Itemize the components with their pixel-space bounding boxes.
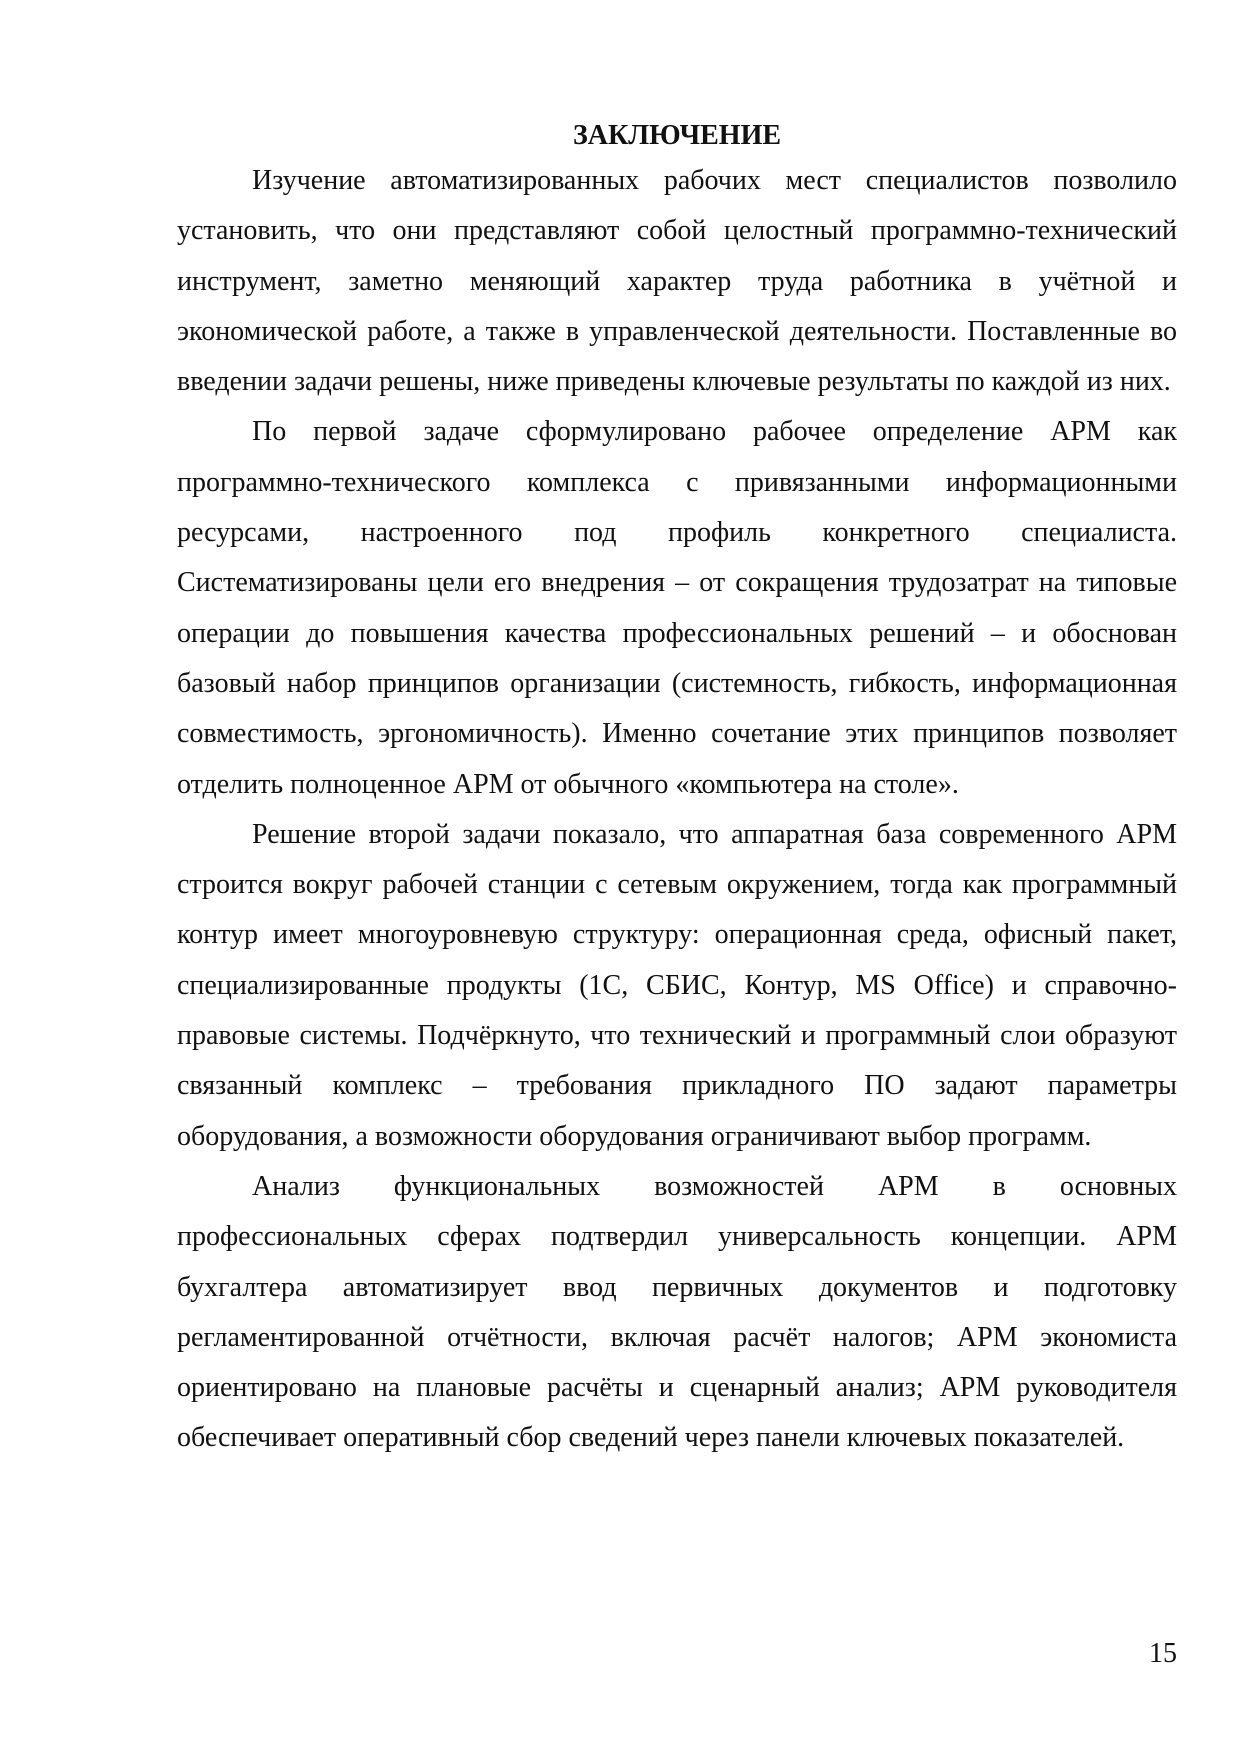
paragraph-task-3: Анализ функциональных возможностей АРМ в основных профессиональных сферах подтвердил универсальность концепции. АРМ бухгалтера автоматизирует ввод первичных документов и подготовку регламентированной отчётности, включая расчёт налогов; АРМ экономиста ориентировано на плановые расчёты и сценарный анализ; АРМ руководителя обеспечивает оперативный сбор сведений через панели ключевых показателей. [177, 1170, 1177, 1454]
paragraph-task-1: По первой задаче сформулировано рабочее определение АРМ как программно-технического комплекса с привязанными информационными ресурсами, настроенного под профиль конкретного специалиста. Систематизированы цели его внедрения – от сокращения трудозатрат на типовые операции до повышения качества профессиональных решений – и обоснован базовый набор принципов организации (системность, гибкость, информационная совместимость, эргономичность). Именно сочетание этих принципов позволяет отделить полноценное АРМ от обычного «компьютера на столе». [177, 416, 1177, 800]
paragraph-task-2: Решение второй задачи показало, что аппаратная база современного АРМ строится вокруг рабочей станции с сетевым окружением, тогда как программный контур имеет многоуровневую структуру: операционная среда, офисный пакет, специализированные продукты (1С, СБИС, Контур, MS Office) и справочно-правовые системы. Подчёркнуто, что технический и программный слои образуют связанный комплекс – требования прикладного ПО задают параметры оборудования, а возможности оборудования ограничивают выбор программ. [177, 818, 1177, 1152]
section-heading: ЗАКЛЮЧЕНИЕ [572, 120, 782, 151]
paragraph-intro: Изучение автоматизированных рабочих мест специалистов позволило установить, что они представляют собой целостный программно-технический инструмент, заметно меняющий характер труда работника в учётной и экономической работе, а также в управленческой деятельности. Поставленные во введении задачи решены, ниже приведены ключевые результаты по каждой из них. [177, 165, 1177, 398]
page-number: 15 [1149, 1638, 1177, 1669]
page-content [177, 116, 1177, 1464]
